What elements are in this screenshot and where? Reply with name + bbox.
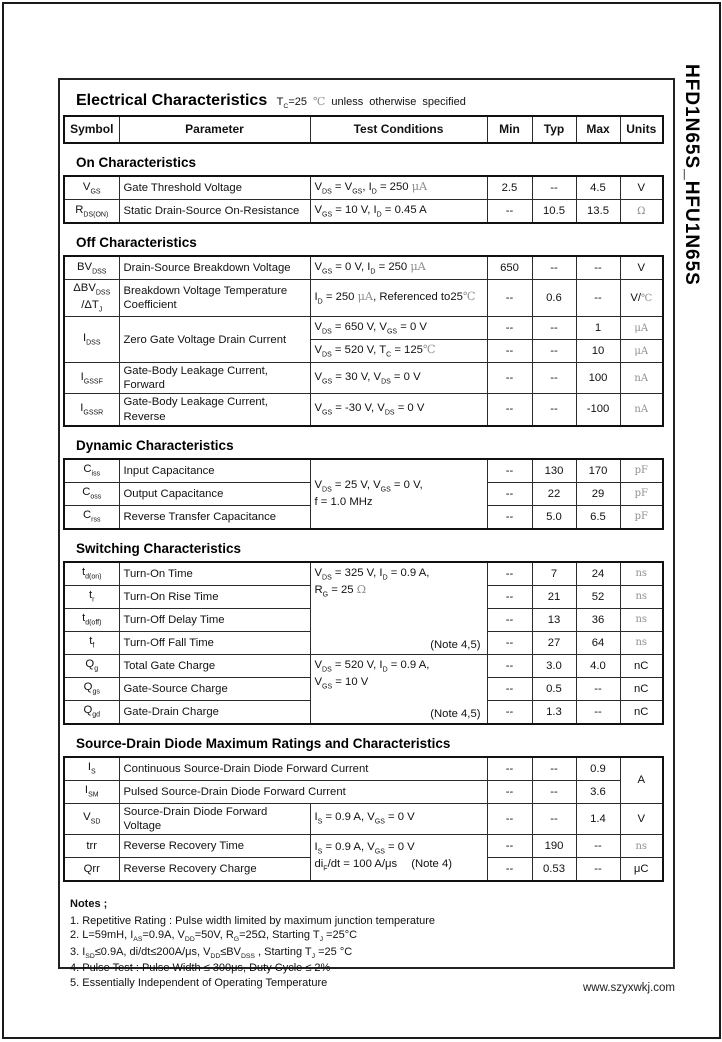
col-parameter: Parameter — [119, 116, 310, 143]
cell-test-conditions: $V_{GS} = 0$ V, $I_D = 250$ μA — [310, 256, 487, 280]
cell-max: 1 — [576, 317, 620, 340]
cell-parameter: Input Capacitance — [119, 459, 310, 483]
table-row — [64, 280, 663, 317]
cell-min: -- — [487, 780, 532, 803]
cell-max: -- — [576, 700, 620, 724]
cell-symbol: $t_{d(off)}$ — [64, 608, 119, 631]
cell-units: ns — [620, 562, 663, 586]
dynamic-characteristics-table — [63, 458, 664, 530]
cell-min: -- — [487, 677, 532, 700]
cell-typ: 21 — [532, 585, 576, 608]
cell-typ: 0.5 — [532, 677, 576, 700]
cell-max: 13.5 — [576, 200, 620, 224]
cell-typ: -- — [532, 394, 576, 426]
cell-typ: 22 — [532, 482, 576, 505]
table-row — [64, 317, 663, 340]
cell-min: -- — [487, 585, 532, 608]
section-title-off: Off Characteristics — [76, 235, 197, 251]
cell-typ: 0.6 — [532, 280, 576, 317]
cell-min: -- — [487, 363, 532, 394]
cell-units: nA — [620, 394, 663, 426]
col-max: Max — [576, 116, 620, 143]
page-title: Electrical Characteristics — [76, 92, 268, 109]
shared-conditions-text: $V_{DS} = 325$ V, $I_D = 0.9$ A, $R_G = 25$ Ω — [314, 566, 430, 598]
notes-title: Notes ; — [70, 897, 108, 910]
cell-typ: -- — [532, 757, 576, 781]
table-row — [64, 363, 663, 394]
cell-shared-test-conditions: $V_{DS} = 25$ V, $V_{GS} = 0$ V, f = 1.0 MHz — [310, 459, 487, 529]
note-item: 3. $I_{SD}\le 0.9A$, di/dt≤200A/μs, $V_{DD}\le BV_{DSS}$ , Starting $T_J =25$ °C — [70, 945, 353, 960]
cell-min: -- — [487, 505, 532, 529]
cell-parameter: Gate Threshold Voltage — [119, 176, 310, 200]
cell-test-conditions: $I_D = 250$ μA, Referenced to25℃ — [310, 280, 487, 317]
table-row — [64, 394, 663, 426]
cell-units: V — [620, 176, 663, 200]
cell-parameter: Reverse Recovery Time — [119, 834, 310, 857]
cell-max: -100 — [576, 394, 620, 426]
cell-units: ns — [620, 585, 663, 608]
cell-units: ns — [620, 631, 663, 654]
cell-max: -- — [576, 834, 620, 857]
cell-symbol: $I_{GSSR}$ — [64, 394, 119, 426]
cell-symbol: $I_S$ — [64, 757, 119, 781]
source-drain-diode-table — [63, 756, 664, 882]
cell-symbol: $\Delta BV_{DSS}$ $/\Delta T_J$ — [64, 280, 119, 317]
cell-parameter: Output Capacitance — [119, 482, 310, 505]
cell-symbol: $t_r$ — [64, 585, 119, 608]
cell-parameter: Gate-Body Leakage Current, Reverse — [119, 394, 310, 426]
cell-test-conditions: $V_{DS} = V_{GS}$, $I_D = 250$ μA — [310, 176, 487, 200]
cell-typ: 7 — [532, 562, 576, 586]
cell-units: nC — [620, 700, 663, 724]
cell-symbol: $BV_{DSS}$ — [64, 256, 119, 280]
cell-test-conditions: $V_{GS} = 10$ V, $I_D = 0.45$ A — [310, 200, 487, 224]
note-item: 5. Essentially Independent of Operating Temperature — [70, 976, 328, 989]
cell-min: -- — [487, 757, 532, 781]
note-item: 1. Repetitive Rating : Pulse width limited by maximum junction temperature — [70, 914, 435, 927]
cell-parameter: Reverse Transfer Capacitance — [119, 505, 310, 529]
cell-units: μA — [620, 340, 663, 363]
cell-max: 3.6 — [576, 780, 620, 803]
cell-parameter: Turn-On Rise Time — [119, 585, 310, 608]
cell-shared-test-conditions — [310, 654, 487, 724]
section-title-diode: Source-Drain Diode Maximum Ratings and Characteristics — [76, 735, 451, 751]
cell-typ: 130 — [532, 459, 576, 483]
cell-min: -- — [487, 803, 532, 834]
cell-max: 64 — [576, 631, 620, 654]
cell-min: 650 — [487, 256, 532, 280]
table-row — [64, 562, 663, 586]
cell-units: pF — [620, 459, 663, 483]
cell-symbol: $V_{SD}$ — [64, 803, 119, 834]
cell-parameter: Gate-Drain Charge — [119, 700, 310, 724]
cell-min: -- — [487, 280, 532, 317]
header-row — [64, 116, 663, 143]
cell-units: V — [620, 803, 663, 834]
cell-typ: -- — [532, 317, 576, 340]
cell-units: ns — [620, 608, 663, 631]
cell-symbol: trr — [64, 834, 119, 857]
cell-typ: 3.0 — [532, 654, 576, 677]
cell-typ: 1.3 — [532, 700, 576, 724]
cell-max: 52 — [576, 585, 620, 608]
note-item: 4. Pulse Test : Pulse Width ≤ 300μs, Duty Cycle ≤ 2% — [70, 961, 331, 974]
switching-characteristics-table — [63, 561, 664, 725]
table-row — [64, 757, 663, 781]
cell-parameter: Gate-Body Leakage Current, Forward — [119, 363, 310, 394]
cell-max: 29 — [576, 482, 620, 505]
cell-units: nA — [620, 363, 663, 394]
cell-parameter: Pulsed Source-Drain Diode Forward Current — [119, 780, 487, 803]
cell-parameter: Turn-Off Delay Time — [119, 608, 310, 631]
cell-typ: 190 — [532, 834, 576, 857]
cell-max: 24 — [576, 562, 620, 586]
cell-test-conditions: $V_{GS} = 30$ V, $V_{DS} = 0$ V — [310, 363, 487, 394]
cell-parameter: Source-Drain Diode Forward Voltage — [119, 803, 310, 834]
cell-min: -- — [487, 317, 532, 340]
cell-shared-test-conditions — [310, 834, 487, 881]
cell-min: -- — [487, 654, 532, 677]
cell-typ: 0.53 — [532, 857, 576, 881]
col-test-conditions: Test Conditions — [310, 116, 487, 143]
on-characteristics-table — [63, 175, 664, 224]
cell-parameter: Drain-Source Breakdown Voltage — [119, 256, 310, 280]
cell-typ: -- — [532, 780, 576, 803]
cell-parameter: Gate-Source Charge — [119, 677, 310, 700]
cell-parameter: Total Gate Charge — [119, 654, 310, 677]
cell-min: -- — [487, 700, 532, 724]
cell-typ: -- — [532, 256, 576, 280]
cell-max: -- — [576, 256, 620, 280]
cell-min: -- — [487, 857, 532, 881]
cell-units: V — [620, 256, 663, 280]
cell-symbol: $R_{DS(ON)}$ — [64, 200, 119, 224]
cell-min: -- — [487, 562, 532, 586]
cell-max: 6.5 — [576, 505, 620, 529]
off-characteristics-table — [63, 255, 664, 426]
cell-symbol: $I_{DSS}$ — [64, 317, 119, 363]
cell-units: pF — [620, 482, 663, 505]
col-units: Units — [620, 116, 663, 143]
shared-conditions-line1: $I_S = 0.9$ A, $V_{GS} = 0$ V — [314, 841, 415, 856]
cell-symbol: $V_{GS}$ — [64, 176, 119, 200]
cell-symbol: $t_{d(on)}$ — [64, 562, 119, 586]
cell-typ: 13 — [532, 608, 576, 631]
cell-symbol: $Q_{gs}$ — [64, 677, 119, 700]
cell-typ: 5.0 — [532, 505, 576, 529]
cell-min: -- — [487, 631, 532, 654]
table-row — [64, 780, 663, 803]
table-row — [64, 654, 663, 677]
cell-max: 36 — [576, 608, 620, 631]
cell-units: μC — [620, 857, 663, 881]
table-row — [64, 834, 663, 857]
table-row — [64, 256, 663, 280]
cell-symbol: Qrr — [64, 857, 119, 881]
section-title-switching: Switching Characteristics — [76, 540, 242, 556]
page-subtitle: $T_C=25$ ℃ unless otherwise specified — [276, 95, 466, 111]
cell-min: -- — [487, 482, 532, 505]
website-url: www.szyxwkj.com — [582, 982, 675, 994]
cell-min: -- — [487, 200, 532, 224]
cell-max: 100 — [576, 363, 620, 394]
cell-typ: 10.5 — [532, 200, 576, 224]
table-row — [64, 459, 663, 483]
cell-typ: -- — [532, 363, 576, 394]
cell-symbol: $C_{rss}$ — [64, 505, 119, 529]
cell-shared-test-conditions — [310, 562, 487, 655]
title-row — [76, 92, 673, 110]
cell-max: 10 — [576, 340, 620, 363]
table-row — [64, 803, 663, 834]
cell-max: 4.0 — [576, 654, 620, 677]
cell-symbol: $t_f$ — [64, 631, 119, 654]
cell-test-conditions: $V_{DS} = 650$ V, $V_{GS} = 0$ V — [310, 317, 487, 340]
cell-min: 2.5 — [487, 176, 532, 200]
cell-units: pF — [620, 505, 663, 529]
section-title-on: On Characteristics — [76, 155, 197, 171]
cell-parameter: Continuous Source-Drain Diode Forward Current — [119, 757, 487, 781]
shared-conditions-text: $V_{DS} = 520$ V, $I_D = 0.9$ A, $V_{GS} = 10$ V — [314, 658, 430, 690]
cell-max: 0.9 — [576, 757, 620, 781]
cell-symbol: $Q_{gd}$ — [64, 700, 119, 724]
shared-conditions-line2: $di_F/dt = 100$ A/μs — [314, 858, 398, 873]
cell-max: -- — [576, 677, 620, 700]
cell-units: A — [620, 757, 663, 804]
cell-typ: -- — [532, 340, 576, 363]
cell-units: μA — [620, 317, 663, 340]
note-reference: (Note 4) — [411, 858, 453, 871]
cell-typ: 27 — [532, 631, 576, 654]
cell-max: -- — [576, 280, 620, 317]
cell-min: -- — [487, 608, 532, 631]
cell-max: -- — [576, 857, 620, 881]
cell-symbol: $I_{GSSF}$ — [64, 363, 119, 394]
cell-units: nC — [620, 677, 663, 700]
cell-min: -- — [487, 834, 532, 857]
cell-parameter: Turn-On Time — [119, 562, 310, 586]
cell-parameter: Static Drain-Source On-Resistance — [119, 200, 310, 224]
cell-symbol: $I_{SM}$ — [64, 780, 119, 803]
col-symbol: Symbol — [64, 116, 119, 143]
cell-units: ns — [620, 834, 663, 857]
cell-parameter: Zero Gate Voltage Drain Current — [119, 317, 310, 363]
table-row — [64, 200, 663, 224]
cell-units: Ω — [620, 200, 663, 224]
cell-min: -- — [487, 459, 532, 483]
cell-test-conditions: $V_{GS} = -30$ V, $V_{DS} = 0$ V — [310, 394, 487, 426]
note-reference: (Note 4,5) — [430, 707, 481, 720]
cell-parameter: Turn-Off Fall Time — [119, 631, 310, 654]
cell-max: 4.5 — [576, 176, 620, 200]
note-reference: (Note 4,5) — [430, 638, 481, 651]
notes-section — [70, 897, 673, 991]
cell-min: -- — [487, 394, 532, 426]
cell-test-conditions: $I_S = 0.9$ A, $V_{GS} = 0$ V — [310, 803, 487, 834]
section-title-dynamic: Dynamic Characteristics — [76, 437, 234, 453]
cell-typ: -- — [532, 176, 576, 200]
cell-symbol: $C_{iss}$ — [64, 459, 119, 483]
cell-symbol: $C_{oss}$ — [64, 482, 119, 505]
cell-typ: -- — [532, 803, 576, 834]
cell-max: 170 — [576, 459, 620, 483]
cell-parameter: Reverse Recovery Charge — [119, 857, 310, 881]
cell-units: nC — [620, 654, 663, 677]
part-number-vertical: HFD1N65S_HFU1N65S — [681, 64, 702, 286]
cell-min: -- — [487, 340, 532, 363]
col-min: Min — [487, 116, 532, 143]
column-header-table — [63, 115, 664, 144]
cell-symbol: $Q_g$ — [64, 654, 119, 677]
cell-units: V/℃ — [620, 280, 663, 317]
table-row — [64, 176, 663, 200]
col-typ: Typ — [532, 116, 576, 143]
note-item: 2. L=59mH, $I_{AS}=0.9A$, $V_{DD}=50V$, $R_G=25\Omega$, Starting $T_J =25^\circ C$ — [70, 929, 358, 944]
cell-test-conditions: $V_{DS} = 520$ V, $T_C$ = 125℃ — [310, 340, 487, 363]
cell-max: 1.4 — [576, 803, 620, 834]
cell-parameter: Breakdown Voltage Temperature Coefficient — [119, 280, 310, 317]
